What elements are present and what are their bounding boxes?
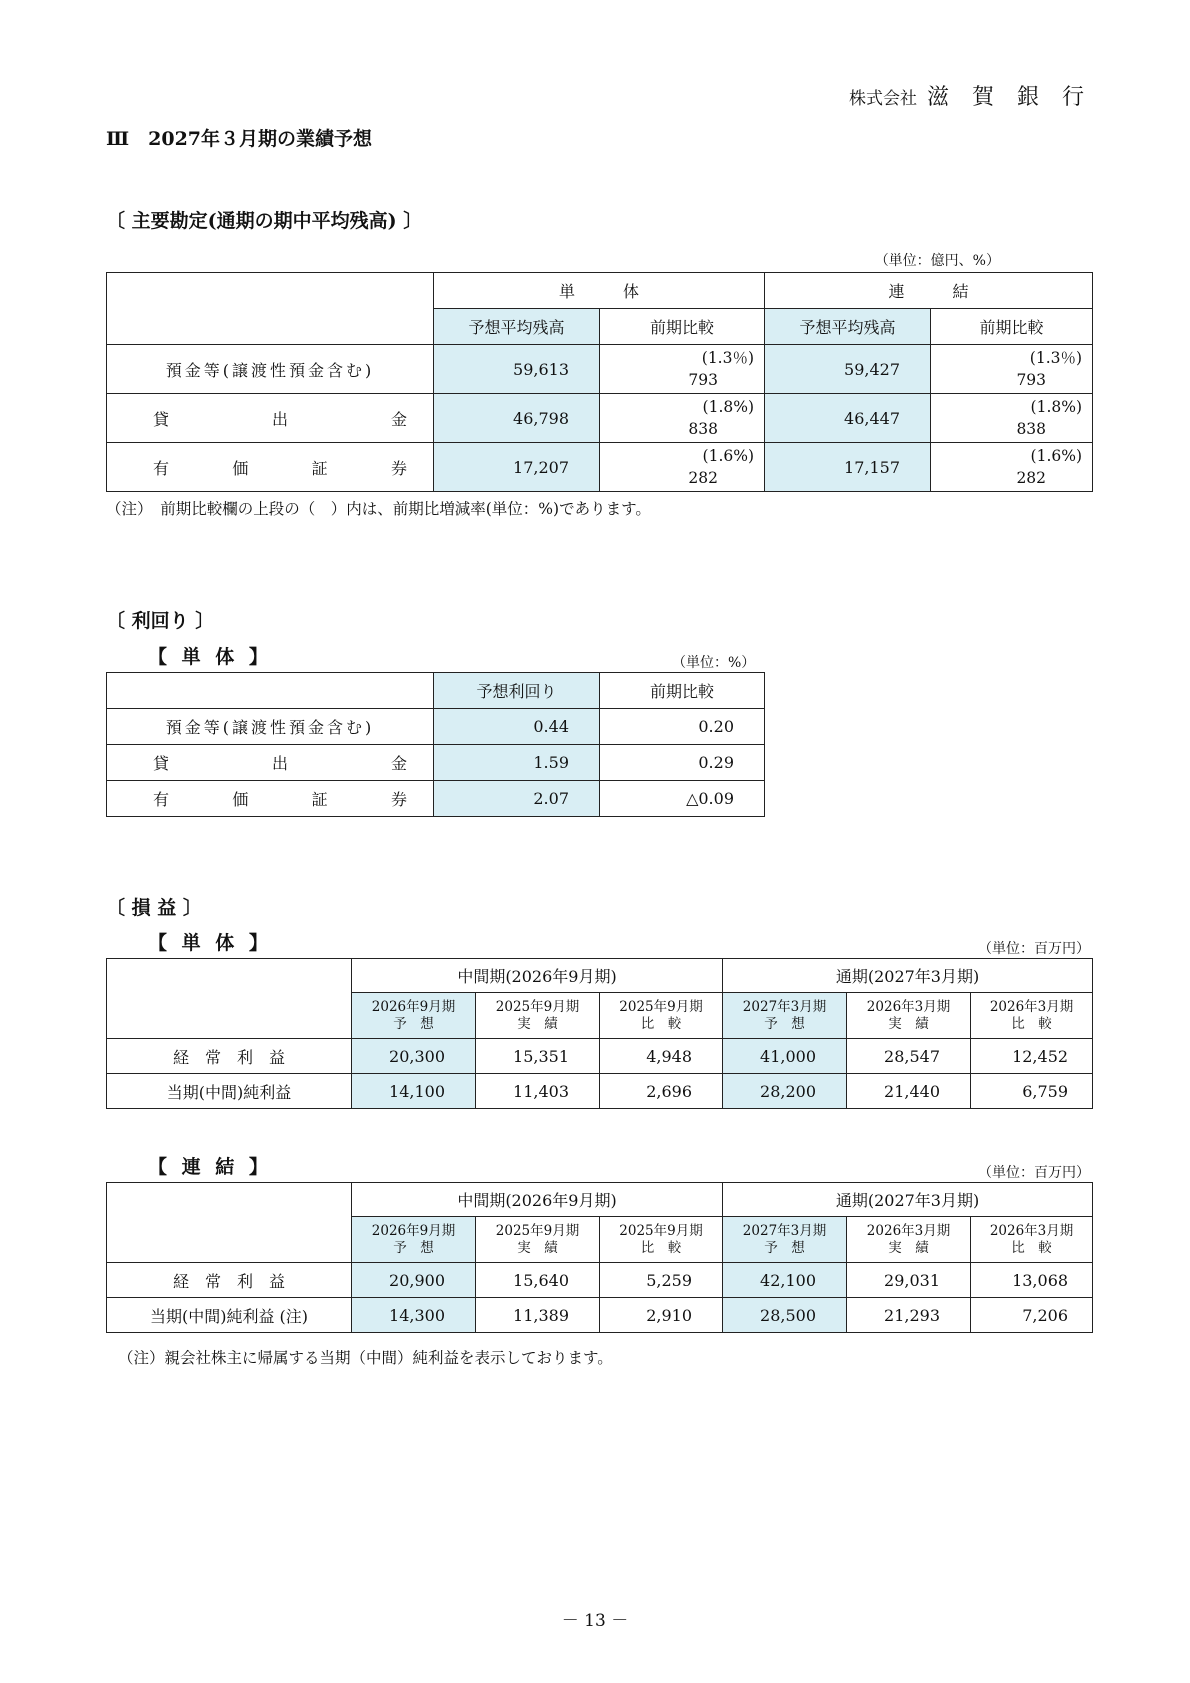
col-compare: 前期比較 bbox=[600, 309, 765, 345]
col-period: 2025年9月期 bbox=[495, 998, 580, 1015]
balances-note: （注） 前期比較欄の上段の（ ）内は、前期比増減率(単位：%)であります。 bbox=[106, 500, 651, 518]
company-name-text: 滋 賀 銀 行 bbox=[927, 85, 1092, 110]
col-period: 2025年9月期 bbox=[495, 1222, 580, 1239]
group-consolidated: 連 結 bbox=[765, 273, 1093, 309]
group-full-year: 通期(2027年3月期) bbox=[723, 959, 1093, 993]
diff: 793 bbox=[1016, 371, 1047, 389]
pl-consolidated-table bbox=[106, 1182, 1093, 1333]
compare-cell bbox=[931, 345, 1093, 394]
cell-value: 11,389 bbox=[476, 1298, 600, 1333]
balances-unit: （単位：億円、%） bbox=[874, 253, 1000, 269]
page-title: Ⅲ 2027年３月期の業績予想 bbox=[106, 128, 373, 150]
compare-cell bbox=[931, 443, 1093, 492]
col-kind: 比 較 bbox=[1011, 1015, 1052, 1032]
col-compare: 前期比較 bbox=[931, 309, 1093, 345]
yields-table bbox=[106, 672, 765, 817]
diff: 282 bbox=[688, 469, 719, 487]
col-forecast: 予想平均残高 bbox=[434, 309, 600, 345]
col-header bbox=[352, 1217, 476, 1263]
table-row bbox=[107, 781, 765, 817]
row-label: 預金等(譲渡性預金含む) bbox=[107, 345, 434, 394]
table-row bbox=[107, 443, 1093, 492]
table-row bbox=[107, 1298, 1093, 1333]
col-period: 2026年9月期 bbox=[371, 998, 456, 1015]
col-forecast-yield: 予想利回り bbox=[434, 673, 600, 709]
col-kind: 予 想 bbox=[393, 1015, 434, 1032]
col-period: 2026年3月期 bbox=[866, 998, 951, 1015]
col-period: 2027年3月期 bbox=[742, 998, 827, 1015]
col-forecast: 予想平均残高 bbox=[765, 309, 931, 345]
diff: 838 bbox=[1016, 420, 1047, 438]
yields-heading: 〔 利回り 〕 bbox=[106, 610, 215, 632]
cell-value: 6,759 bbox=[971, 1074, 1093, 1109]
diff: 838 bbox=[688, 420, 719, 438]
col-period: 2026年3月期 bbox=[989, 998, 1074, 1015]
col-header bbox=[847, 993, 971, 1039]
group-interim: 中間期(2026年9月期) bbox=[352, 959, 723, 993]
row-label: 貸出金 bbox=[107, 745, 434, 781]
col-kind: 実 績 bbox=[888, 1015, 929, 1032]
col-header bbox=[847, 1217, 971, 1263]
yield-value: 1.59 bbox=[434, 745, 600, 781]
col-header bbox=[723, 1217, 847, 1263]
forecast-value: 46,798 bbox=[434, 394, 600, 443]
col-kind: 予 想 bbox=[764, 1239, 805, 1256]
col-kind: 比 較 bbox=[640, 1239, 682, 1256]
row-label: 有価証券 bbox=[107, 781, 434, 817]
col-header bbox=[476, 1217, 600, 1263]
cell-value: 41,000 bbox=[723, 1039, 847, 1074]
pl-note: （注）親会社株主に帰属する当期（中間）純利益を表示しております。 bbox=[118, 1349, 613, 1367]
cell-value: 2,910 bbox=[600, 1298, 723, 1333]
compare-cell bbox=[931, 394, 1093, 443]
forecast-value: 46,447 bbox=[765, 394, 931, 443]
group-interim: 中間期(2026年9月期) bbox=[352, 1183, 723, 1217]
row-label: 預金等(譲渡性預金含む) bbox=[107, 709, 434, 745]
table-row bbox=[107, 745, 765, 781]
col-compare: 前期比較 bbox=[600, 673, 765, 709]
cell-value: 5,259 bbox=[600, 1263, 723, 1298]
compare-cell bbox=[600, 443, 765, 492]
yield-diff: 0.29 bbox=[600, 745, 765, 781]
cell-value: 15,351 bbox=[476, 1039, 600, 1074]
table-row bbox=[107, 1074, 1093, 1109]
col-header bbox=[476, 993, 600, 1039]
col-kind: 比 較 bbox=[640, 1015, 682, 1032]
yield-diff: 0.20 bbox=[600, 709, 765, 745]
forecast-value: 17,207 bbox=[434, 443, 600, 492]
blank-cell bbox=[107, 673, 434, 709]
cell-value: 28,200 bbox=[723, 1074, 847, 1109]
table-row bbox=[107, 1039, 1093, 1074]
col-kind: 実 績 bbox=[888, 1239, 929, 1256]
group-single: 単 体 bbox=[434, 273, 765, 309]
table-row bbox=[107, 394, 1093, 443]
cell-value: 14,300 bbox=[352, 1298, 476, 1333]
group-full-year: 通期(2027年3月期) bbox=[723, 1183, 1093, 1217]
col-period: 2027年3月期 bbox=[742, 1222, 827, 1239]
rate: (1.3％) bbox=[701, 349, 755, 367]
rate: (1.3％) bbox=[1029, 349, 1083, 367]
company-prefix: 株式会社 bbox=[849, 89, 918, 109]
cell-value: 4,948 bbox=[600, 1039, 723, 1074]
cell-value: 20,300 bbox=[352, 1039, 476, 1074]
pl-single-table bbox=[106, 958, 1093, 1109]
diff: 282 bbox=[1016, 469, 1047, 487]
table-row bbox=[107, 709, 765, 745]
pl-heading: 〔 損 益 〕 bbox=[106, 897, 202, 919]
pl-consolidated-unit: （単位：百万円） bbox=[978, 1165, 1090, 1181]
col-header bbox=[971, 993, 1093, 1039]
page-number: － 13 － bbox=[561, 1611, 629, 1631]
forecast-value: 59,427 bbox=[765, 345, 931, 394]
row-label: 経 常 利 益 bbox=[107, 1263, 352, 1298]
cell-value: 20,900 bbox=[352, 1263, 476, 1298]
col-period: 2026年3月期 bbox=[989, 1222, 1074, 1239]
col-header bbox=[600, 993, 723, 1039]
blank-cell bbox=[107, 273, 434, 345]
yields-unit: （単位：%） bbox=[672, 655, 756, 671]
col-kind: 比 較 bbox=[1011, 1239, 1052, 1256]
cell-value: 11,403 bbox=[476, 1074, 600, 1109]
diff: 793 bbox=[688, 371, 719, 389]
cell-value: 28,547 bbox=[847, 1039, 971, 1074]
blank-cell bbox=[107, 1183, 352, 1263]
col-period: 2026年9月期 bbox=[371, 1222, 456, 1239]
yields-sub: 【 単 体 】 bbox=[148, 646, 272, 668]
col-header bbox=[723, 993, 847, 1039]
table-row bbox=[107, 345, 1093, 394]
row-label: 当期(中間)純利益 bbox=[107, 1074, 352, 1109]
col-period: 2026年3月期 bbox=[866, 1222, 951, 1239]
table-row bbox=[107, 1263, 1093, 1298]
cell-value: 42,100 bbox=[723, 1263, 847, 1298]
forecast-value: 17,157 bbox=[765, 443, 931, 492]
yield-diff: △0.09 bbox=[600, 781, 765, 817]
rate: (1.8%) bbox=[1030, 398, 1083, 416]
cell-value: 2,696 bbox=[600, 1074, 723, 1109]
col-period: 2025年9月期 bbox=[619, 1222, 703, 1239]
company-name bbox=[849, 80, 1092, 111]
col-header bbox=[971, 1217, 1093, 1263]
pl-single-unit: （単位：百万円） bbox=[978, 941, 1090, 957]
forecast-value: 59,613 bbox=[434, 345, 600, 394]
pl-consolidated-sub: 【 連 結 】 bbox=[148, 1156, 272, 1178]
compare-cell bbox=[600, 394, 765, 443]
cell-value: 21,293 bbox=[847, 1298, 971, 1333]
balances-heading: 〔 主要勘定(通期の期中平均残高) 〕 bbox=[106, 210, 423, 232]
cell-value: 13,068 bbox=[971, 1263, 1093, 1298]
col-period: 2025年9月期 bbox=[619, 998, 703, 1015]
col-kind: 実 績 bbox=[517, 1015, 558, 1032]
balances-table bbox=[106, 272, 1093, 492]
col-header bbox=[600, 1217, 723, 1263]
yield-value: 0.44 bbox=[434, 709, 600, 745]
cell-value: 28,500 bbox=[723, 1298, 847, 1333]
cell-value: 15,640 bbox=[476, 1263, 600, 1298]
cell-value: 21,440 bbox=[847, 1074, 971, 1109]
row-label: 有価証券 bbox=[107, 443, 434, 492]
cell-value: 14,100 bbox=[352, 1074, 476, 1109]
yield-value: 2.07 bbox=[434, 781, 600, 817]
rate: (1.6%) bbox=[1030, 447, 1083, 465]
blank-cell bbox=[107, 959, 352, 1039]
col-kind: 予 想 bbox=[764, 1015, 805, 1032]
col-kind: 予 想 bbox=[393, 1239, 434, 1256]
compare-cell bbox=[600, 345, 765, 394]
cell-value: 7,206 bbox=[971, 1298, 1093, 1333]
col-kind: 実 績 bbox=[517, 1239, 558, 1256]
row-label: 貸出金 bbox=[107, 394, 434, 443]
row-label: 当期(中間)純利益 (注) bbox=[107, 1298, 352, 1333]
rate: (1.6%) bbox=[702, 447, 755, 465]
col-header bbox=[352, 993, 476, 1039]
rate: (1.8%) bbox=[702, 398, 755, 416]
cell-value: 12,452 bbox=[971, 1039, 1093, 1074]
cell-value: 29,031 bbox=[847, 1263, 971, 1298]
pl-single-sub: 【 単 体 】 bbox=[148, 932, 272, 954]
row-label: 経 常 利 益 bbox=[107, 1039, 352, 1074]
